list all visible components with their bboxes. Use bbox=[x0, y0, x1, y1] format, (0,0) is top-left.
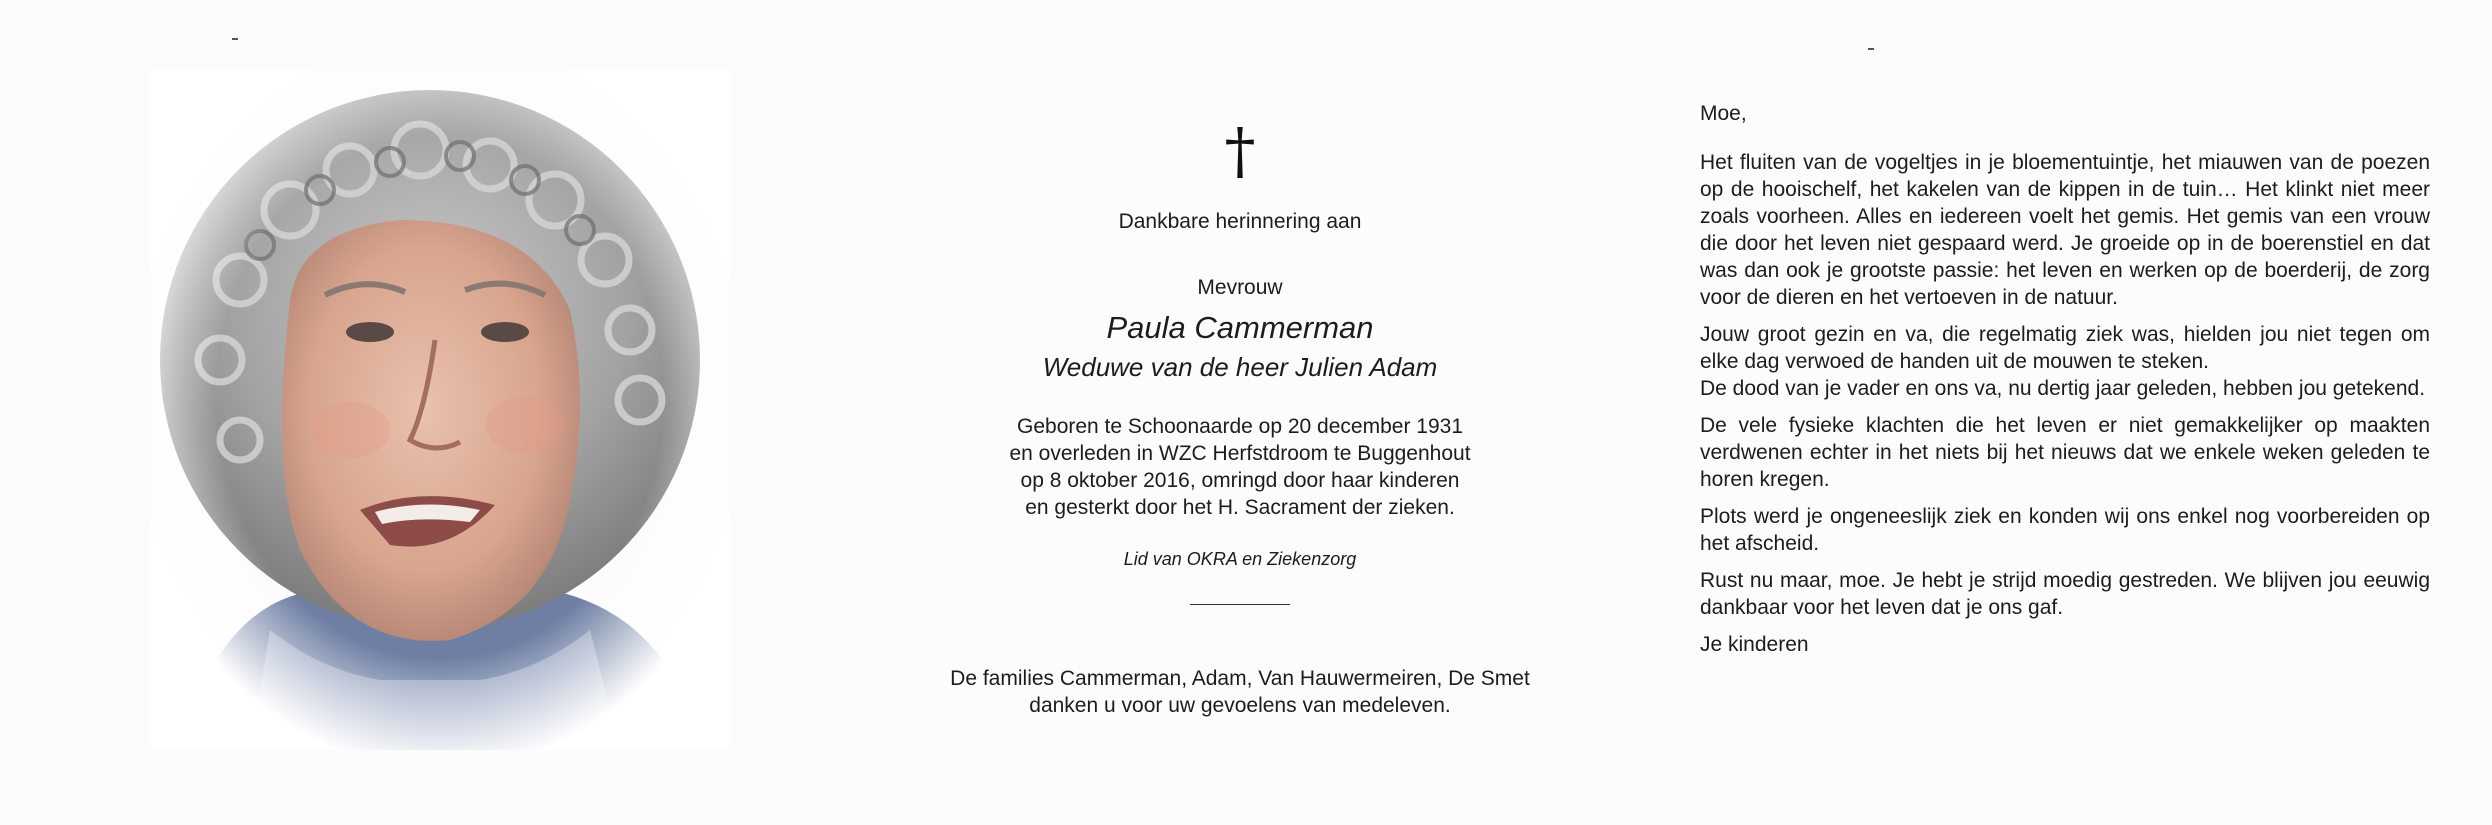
divider bbox=[1190, 604, 1290, 605]
bio-line: op 8 oktober 2016, omringd door haar kinderen bbox=[1020, 469, 1460, 492]
families-thanks bbox=[860, 665, 1620, 719]
spouse-line: Weduwe van de heer Julien Adam bbox=[1042, 352, 1438, 382]
crop-mark bbox=[232, 38, 238, 40]
cross-icon: † bbox=[1224, 114, 1256, 187]
families-line: De families Cammerman, Adam, Van Hauwermeiren, De Smet bbox=[950, 667, 1530, 690]
letter-paragraph: Plots werd je ongeneeslijk ziek en konden wij ons enkel nog voorbereiden op het afscheid. bbox=[1700, 505, 2430, 555]
memorial-text-panel bbox=[860, 114, 1620, 719]
bio-line: Geboren te Schoonaarde op 20 december 1931 bbox=[1017, 415, 1463, 438]
portrait-photo-icon bbox=[150, 70, 730, 750]
letter-paragraph: De dood van je vader en ons va, nu dertig jaar geleden, hebben jou getekend. bbox=[1700, 377, 2426, 400]
letter-paragraph: Jouw groot gezin en va, die regelmatig ziek was, hielden jou niet tegen om elke dag verwoed de handen uit de mouwen te steken. bbox=[1700, 323, 2430, 373]
honorific: Mevrouw bbox=[1197, 276, 1283, 299]
intro-text: Dankbare herinnering aan bbox=[1118, 210, 1362, 233]
deceased-name: Paula Cammerman bbox=[1106, 310, 1374, 345]
families-line: danken u voor uw gevoelens van medeleven. bbox=[1029, 694, 1451, 717]
letter-panel bbox=[1700, 100, 2430, 668]
portrait-photo bbox=[150, 70, 730, 750]
letter-signature: Je kinderen bbox=[1700, 633, 1809, 656]
biography bbox=[860, 413, 1620, 521]
bio-line: en gesterkt door het H. Sacrament der zieken. bbox=[1025, 496, 1455, 519]
crop-mark bbox=[1868, 48, 1874, 50]
letter-paragraph: De vele fysieke klachten die het leven er niet gemakkelijker op maakten verdwenen echter in het niets bij het nieuws dat we enkele weken geleden te horen kregen. bbox=[1700, 414, 2430, 491]
bio-line: en overleden in WZC Herfstdroom te Buggenhout bbox=[1009, 442, 1471, 465]
letter-paragraph: Het fluiten van de vogeltjes in je bloementuintje, het miauwen van de poezen op de hooischelf, het kakelen van de kippen in de tuin… Het klinkt niet meer zoals voorheen. Alles en iedereen voelt het gemis. Het gemis van een vrouw die door het leven niet gespaard werd. Je groeide op in de boerenstiel en dat was dan ook je grootste passie: het leven en werken op de boerderij, de zorg voor de dieren en het vertoeven in de natuur. bbox=[1700, 151, 2430, 309]
membership-line: Lid van OKRA en Ziekenzorg bbox=[1123, 549, 1357, 569]
letter-paragraph: Rust nu maar, moe. Je hebt je strijd moedig gestreden. We blijven jou eeuwig dankbaar voor het leven dat je ons gaf. bbox=[1700, 569, 2430, 619]
letter-greeting: Moe, bbox=[1700, 102, 1747, 125]
